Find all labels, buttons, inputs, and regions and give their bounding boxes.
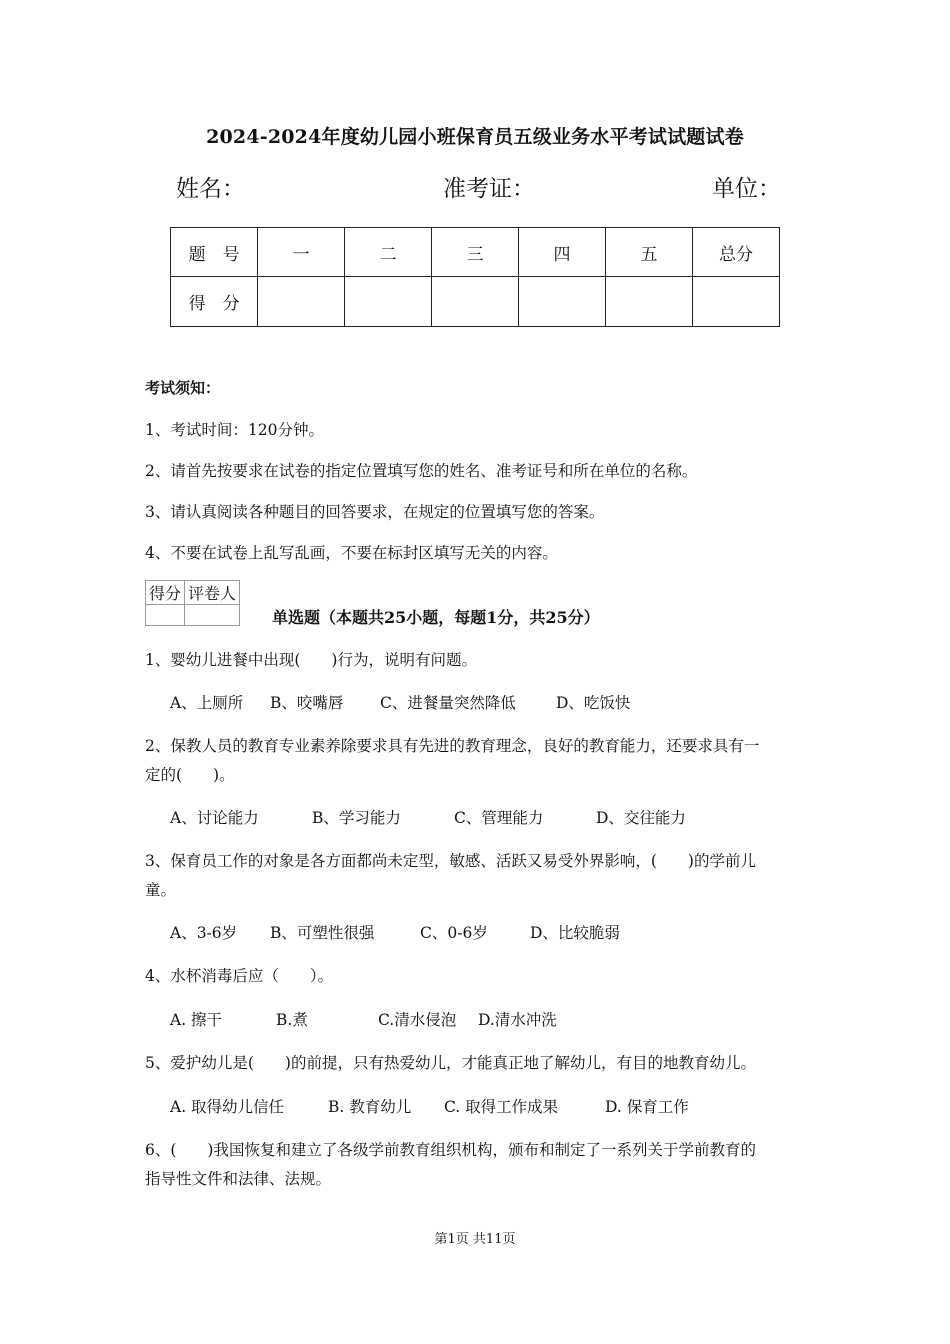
grader-score-cell[interactable]: [146, 605, 185, 626]
question-3-cont: 童。: [145, 881, 177, 899]
note-item: 2、请首先按要求在试卷的指定位置填写您的姓名、准考证号和所在单位的名称。: [145, 462, 698, 480]
score-header-cell: 总分: [692, 228, 779, 277]
option-a: A. 取得幼儿信任: [170, 1098, 285, 1116]
option-a: A、3-6岁: [170, 924, 238, 942]
exam-id-label: 准考证：: [443, 176, 535, 202]
option-b: B、咬嘴唇: [270, 694, 344, 712]
note-item: 1、考试时间：120分钟。: [145, 421, 324, 439]
question-4: 4、水杯消毒后应（ ）。: [145, 967, 334, 985]
option-c: C. 取得工作成果: [444, 1098, 559, 1116]
grader-score-label: 得分: [146, 581, 185, 605]
note-item: 4、不要在试卷上乱写乱画，不要在标封区填写无关的内容。: [145, 544, 558, 562]
score-header-cell: 四: [519, 228, 606, 277]
grader-box: [145, 580, 240, 626]
option-b: B.煮: [276, 1011, 308, 1029]
score-cell[interactable]: [692, 277, 779, 327]
grader-reviewer-cell[interactable]: [185, 605, 240, 626]
page-title: 2024-2024年度幼儿园小班保育员五级业务水平考试试题试卷: [206, 126, 744, 148]
option-c: C.清水侵泡: [378, 1011, 457, 1029]
score-cell[interactable]: [345, 277, 432, 327]
question-3: 3、保育员工作的对象是各方面都尚未定型，敏感、活跃又易受外界影响，( )的学前儿: [145, 852, 756, 870]
note-item: 3、请认真阅读各种题目的回答要求，在规定的位置填写您的答案。: [145, 503, 605, 521]
score-row-label: 得 分: [171, 277, 258, 327]
option-d: D、吃饭快: [556, 694, 631, 712]
option-c: C、0-6岁: [420, 924, 488, 942]
section-title: 单选题（本题共25小题，每题1分，共25分）: [272, 608, 600, 627]
option-b: B. 教育幼儿: [328, 1098, 412, 1116]
score-table-header-row: [171, 228, 780, 277]
score-header-cell: 二: [345, 228, 432, 277]
score-cell[interactable]: [606, 277, 693, 327]
page-footer: 第1页 共11页: [434, 1232, 516, 1247]
option-d: D、交往能力: [596, 809, 686, 827]
score-header-cell: 三: [432, 228, 519, 277]
option-a: A、讨论能力: [170, 809, 259, 827]
question-6-cont: 指导性文件和法律、法规。: [145, 1170, 332, 1188]
option-a: A. 擦干: [170, 1011, 223, 1029]
score-cell[interactable]: [258, 277, 345, 327]
score-table-score-row: [171, 277, 780, 327]
option-b: B、可塑性很强: [270, 924, 375, 942]
option-d: D、比较脆弱: [530, 924, 620, 942]
score-header-cell: 一: [258, 228, 345, 277]
score-header-cell: 题 号: [171, 228, 258, 277]
option-a: A、上厕所: [170, 694, 244, 712]
notes-title: 考试须知：: [145, 379, 221, 397]
question-2-cont: 定的( )。: [145, 766, 235, 784]
question-6: 6、( )我国恢复和建立了各级学前教育组织机构，颁布和制定了一系列关于学前教育的: [145, 1141, 756, 1159]
question-1: 1、婴幼儿进餐中出现( )行为，说明有问题。: [145, 651, 477, 669]
name-label: 姓名：: [176, 176, 245, 202]
option-c: C、管理能力: [454, 809, 544, 827]
option-d: D. 保育工作: [605, 1098, 689, 1116]
score-table: [170, 227, 780, 327]
question-5: 5、爱护幼儿是( )的前提，只有热爱幼儿，才能真正地了解幼儿，有目的地教育幼儿。: [145, 1054, 756, 1072]
score-header-cell: 五: [606, 228, 693, 277]
grader-reviewer-label: 评卷人: [185, 581, 240, 605]
score-cell[interactable]: [432, 277, 519, 327]
option-d: D.清水冲洗: [478, 1011, 557, 1029]
question-2: 2、保教人员的教育专业素养除要求具有先进的教育理念，良好的教育能力，还要求具有一: [145, 737, 760, 755]
option-b: B、学习能力: [312, 809, 401, 827]
unit-label: 单位：: [712, 176, 781, 202]
score-cell[interactable]: [519, 277, 606, 327]
option-c: C、进餐量突然降低: [380, 694, 516, 712]
